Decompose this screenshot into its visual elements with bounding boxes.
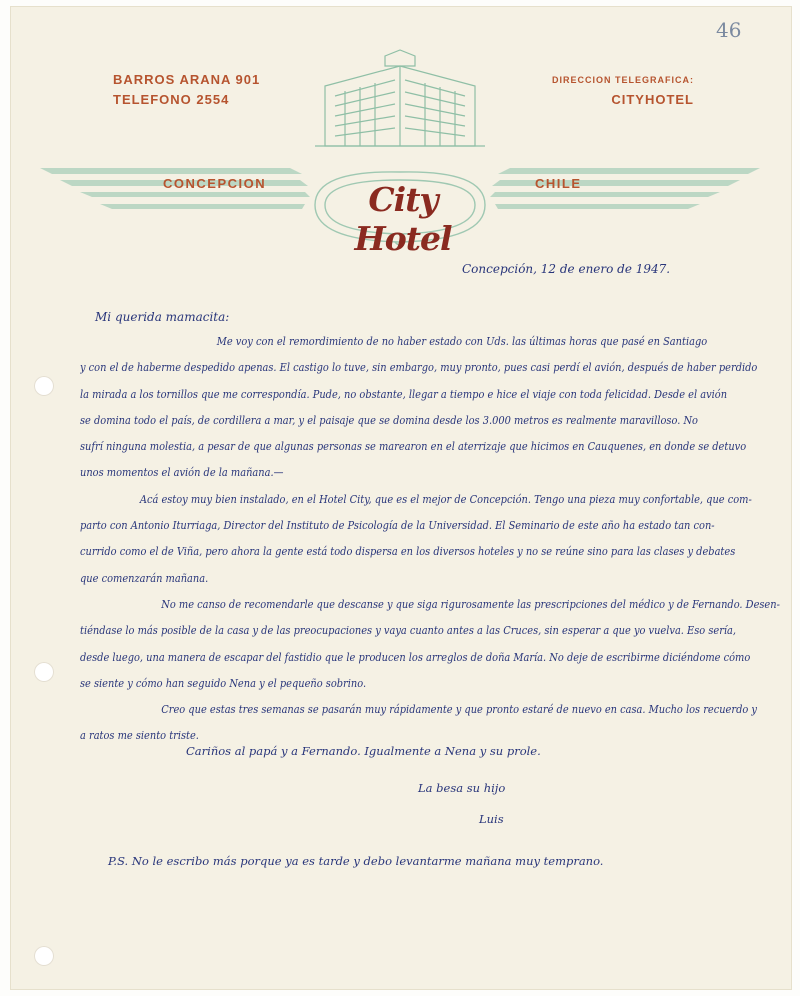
body-line: desde luego, una manera de escapar del fastidio que le producen los arreglos de doña María. No deje de escribirme diciéndome cómo	[80, 649, 751, 664]
punch-hole-bottom	[34, 946, 54, 966]
address-line: BARROS ARANA 901	[113, 72, 261, 87]
hotel-building-emblem	[305, 46, 495, 156]
hotel-logo-text: City Hotel	[354, 180, 452, 258]
body-line: y con el de haberme despedido apenas. El castigo lo tuve, sin embargo, muy pronto, pues casi perdí el avión, después de haber perdido	[80, 360, 758, 375]
letter-salutation: Mi querida mamacita:	[95, 310, 230, 324]
body-line: tiéndase lo más posible de la casa y de las preocupaciones y vaya cuanto antes a las Cruces, sin esperar a que yo vuelva. Eso sería,	[80, 623, 737, 638]
country-label: CHILE	[535, 176, 582, 191]
body-line: Me voy con el remordimiento de no haber estado con Uds. las últimas horas que pasé en Santiago	[216, 334, 708, 348]
telegraph-label: DIRECCION TELEGRAFICA:	[552, 75, 694, 85]
letter-body	[80, 328, 800, 749]
body-line: Acá estoy muy bien instalado, en el Hotel City, que es el mejor de Concepción. Tengo una pieza muy confortable, que com-	[139, 491, 752, 506]
farewell: La besa su hijo	[418, 781, 506, 795]
body-line: unos momentos el avión de la mañana.—	[80, 465, 284, 480]
body-line: que comenzarán mañana.	[80, 570, 209, 585]
body-line: Creo que estas tres semanas se pasarán muy rápidamente y que pronto estaré de nuevo en casa. Mucho los recuerdo y	[161, 702, 757, 717]
letter-date: Concepción, 12 de enero de 1947.	[462, 262, 671, 276]
punch-hole-top	[34, 376, 54, 396]
body-line: currido como el de Viña, pero ahora la gente está todo dispersa en los diversos hoteles y no se reúne sino para las clases y debates	[80, 544, 736, 559]
body-line: sufrí ninguna molestia, a pesar de que algunas personas se marearon en el aterrizaje que hicimos en Cauquenes, en donde se detuvo	[80, 439, 747, 454]
body-line: parto con Antonio Iturriaga, Director del Instituto de Psicología de la Universidad. El Seminario de este año ha estado tan con-	[80, 518, 715, 533]
body-line: se siente y cómo han seguido Nena y el pequeño sobrino.	[80, 675, 367, 690]
body-line: la mirada a los tornillos que me correspondía. Pude, no obstante, llegar a tiempo e hice el viaje con toda felicidad. Desde el avión	[80, 386, 728, 401]
telegraph-address	[552, 70, 694, 110]
hotel-address	[113, 70, 260, 110]
postscript: P.S. No le escribo más porque ya es tarde y debo levantarme mañana muy temprano.	[108, 854, 604, 868]
telegraph-value: CITYHOTEL	[611, 92, 694, 107]
phone-line: TELEFONO 2554	[113, 92, 230, 107]
closing-line: Cariños al papá y a Fernando. Igualmente a Nena y su prole.	[186, 744, 541, 758]
archive-number: 46	[716, 18, 742, 42]
body-line: a ratos me siento triste.	[80, 728, 199, 743]
punch-hole-middle	[34, 662, 54, 682]
signature: Luis	[479, 812, 504, 826]
body-line: No me canso de recomendarle que descanse y que siga rigurosamente las prescripciones del médico y de Fernando. Desen-	[161, 596, 780, 611]
city-label: CONCEPCION	[163, 176, 267, 191]
body-line: se domina todo el país, de cordillera a mar, y el paisaje que se domina desde los 3.000 metros es realmente maravilloso. No	[80, 412, 698, 427]
